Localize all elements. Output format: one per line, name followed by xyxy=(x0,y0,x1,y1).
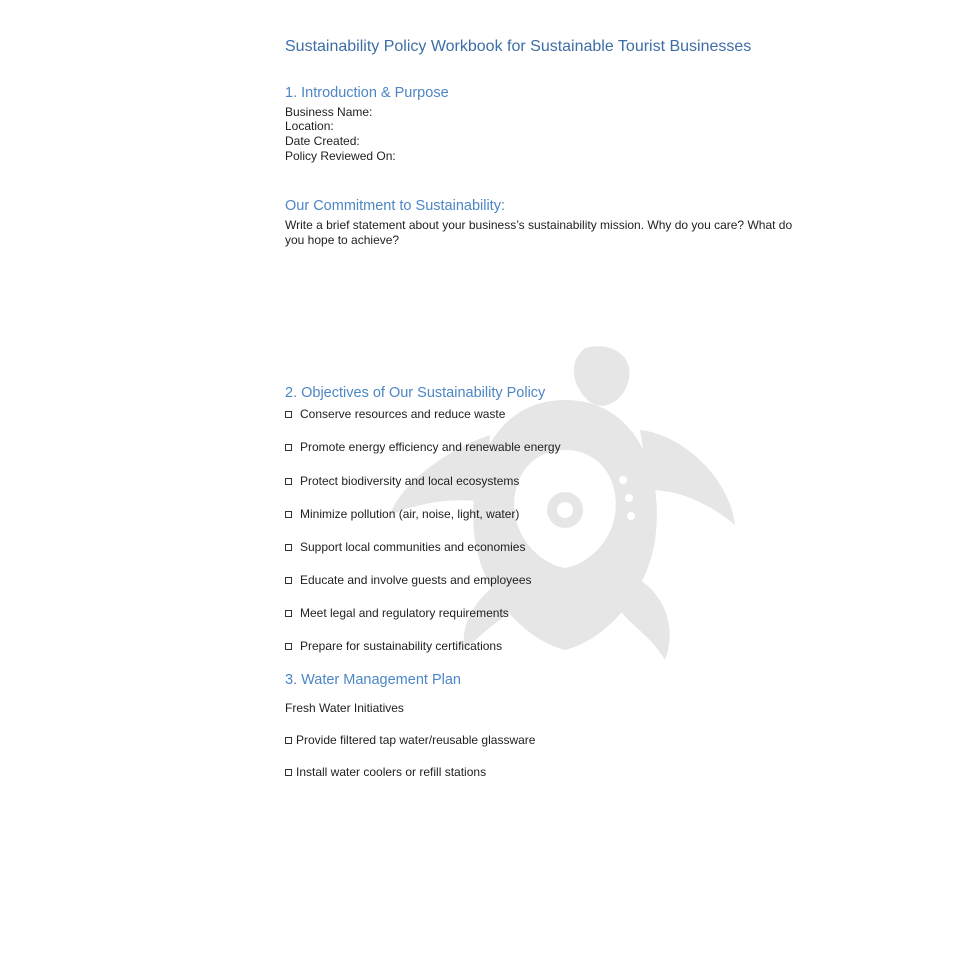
objective-item[interactable] xyxy=(285,474,519,489)
objective-label: Protect biodiversity and local ecosystems xyxy=(300,474,520,488)
checkbox-icon[interactable] xyxy=(285,737,292,744)
section-heading-commitment: Our Commitment to Sustainability: xyxy=(285,198,505,214)
water-item[interactable] xyxy=(285,733,535,748)
water-item[interactable] xyxy=(285,765,486,780)
checkbox-icon[interactable] xyxy=(285,478,292,485)
objective-item[interactable] xyxy=(285,639,502,654)
page-title: Sustainability Policy Workbook for Sustainable Tourist Businesses xyxy=(285,38,752,55)
objective-item[interactable] xyxy=(285,440,561,455)
checkbox-icon[interactable] xyxy=(285,411,292,418)
section-heading-water: 3. Water Management Plan xyxy=(285,672,461,688)
checkbox-icon[interactable] xyxy=(285,511,292,518)
checkbox-icon[interactable] xyxy=(285,610,292,617)
objective-label: Meet legal and regulatory requirements xyxy=(300,606,509,620)
objective-item[interactable] xyxy=(285,507,519,522)
objective-item[interactable] xyxy=(285,606,509,621)
objective-item[interactable] xyxy=(285,407,505,422)
checkbox-icon[interactable] xyxy=(285,544,292,551)
objective-label: Minimize pollution (air, noise, light, water) xyxy=(300,507,520,521)
objective-label: Prepare for sustainability certifications xyxy=(300,639,503,653)
objective-label: Educate and involve guests and employees xyxy=(300,573,532,587)
objective-item[interactable] xyxy=(285,573,532,588)
checkbox-icon[interactable] xyxy=(285,577,292,584)
checkbox-icon[interactable] xyxy=(285,643,292,650)
water-item-label: Provide filtered tap water/reusable glassware xyxy=(296,733,536,747)
commitment-prompt: Write a brief statement about your business’s sustainability mission. Why do you care? What do you hope to achieve? xyxy=(285,218,793,247)
field-policy-reviewed: Policy Reviewed On: xyxy=(285,149,396,163)
field-date-created: Date Created: xyxy=(285,134,360,148)
section-heading-objectives: 2. Objectives of Our Sustainability Policy xyxy=(285,385,546,401)
field-business-name: Business Name: xyxy=(285,105,373,119)
objective-label: Support local communities and economies xyxy=(300,540,526,554)
water-subheading: Fresh Water Initiatives xyxy=(285,701,404,715)
section-heading-introduction: 1. Introduction & Purpose xyxy=(285,85,449,101)
checkbox-icon[interactable] xyxy=(285,769,292,776)
objective-label: Conserve resources and reduce waste xyxy=(300,407,506,421)
objective-label: Promote energy efficiency and renewable energy xyxy=(300,440,561,454)
field-location: Location: xyxy=(285,119,334,133)
water-item-label: Install water coolers or refill stations xyxy=(296,765,487,779)
checkbox-icon[interactable] xyxy=(285,444,292,451)
objective-item[interactable] xyxy=(285,540,525,555)
